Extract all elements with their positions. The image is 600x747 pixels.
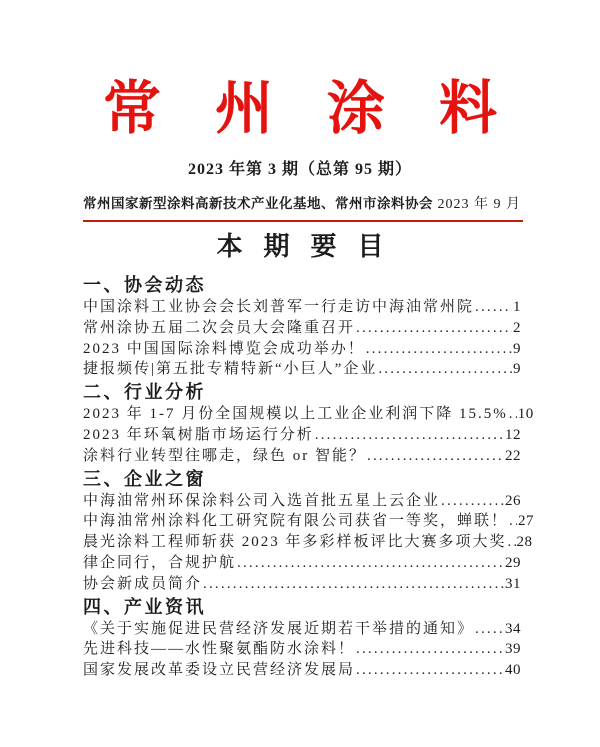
toc-entry-title: 律企同行，合规护航 [83,554,237,571]
toc-entry [83,532,533,553]
dot-leader [203,574,504,595]
toc-entry [83,619,521,640]
table-of-contents [83,273,535,681]
toc-entry-title: 中海油常州环保涂料公司入选首批五星上云企业 [83,492,441,509]
toc-entry [83,446,521,467]
toc-entry-title: 晨光涂料工程师斩获 2023 年多彩样板评比大赛多项大奖 [83,534,507,551]
toc-entry-title: 涂料行业转型往哪走，绿色 or 智能？ [83,447,366,464]
toc-entry-title: 中国涂料工业协会会长刘普军一行走访中海油常州院 [83,298,475,315]
toc-entry-page: 31 [505,575,521,592]
section-heading-enterprise-window: 三、企业之窗 [83,468,206,489]
toc-entry [83,339,521,360]
toc-entry-title: 常州涂协五届二次会员大会隆重召开 [83,319,356,336]
toc-entry-page: 34 [505,620,521,637]
section-heading-association-news: 一、协会动态 [83,274,206,295]
section-heading-industry-information: 四、产业资讯 [83,596,206,617]
issue-number-line: 2023 年第 3 期（总第 95 期） [187,160,412,178]
dot-leader [475,297,512,318]
dot-leader [366,339,512,360]
toc-entry-page: 29 [505,554,521,571]
dot-leader [356,660,504,681]
toc-entry-title: 中海油常州涂料化工研究院有限公司获省一等奖，蝉联！ [83,513,509,530]
divider-rule [83,220,523,223]
toc-entry [83,491,521,512]
toc-entry-page: 9 [513,361,521,378]
toc-entry [83,574,521,595]
toc-entry-page: 10 [517,406,534,423]
toc-entry-page: 2 [513,319,521,336]
toc-entry-title: 2023 年 1-7 月份全国规模以上工业企业利润下降 15.5% [83,406,508,423]
toc-entry-title: 《关于实施促进民营经济发展近期若干举措的通知》 [83,620,475,637]
dot-leader [356,318,512,339]
dot-leader [509,404,517,425]
dot-leader [237,553,504,574]
toc-entry [83,660,521,681]
toc-entry [83,359,521,380]
toc-entry-page: 27 [518,513,535,530]
toc-entry-title: 国家发展改革委设立民营经济发展局 [83,662,356,679]
toc-entry-page: 28 [516,534,533,551]
dot-leader [508,532,516,553]
publication-date: 2023 年 9 月 [437,196,521,212]
toc-entry-title: 2023 年环氧树脂市场运行分析 [83,426,314,443]
toc-entry-page: 9 [513,340,521,357]
dot-leader [441,491,504,512]
toc-entry-title: 先进科技——水性聚氨酯防水涂料！ [83,641,356,658]
toc-entry-title: 2023 中国国际涂料博览会成功举办！ [83,340,365,357]
toc-entry [83,404,534,425]
toc-entry [83,297,521,318]
toc-entry-page: 39 [505,641,521,658]
contents-heading: 本期要目 [216,231,405,262]
toc-entry-page: 40 [505,662,521,679]
toc-entry-page: 22 [505,447,521,464]
toc-entry [83,425,521,446]
section-heading-industry-analysis: 二、行业分析 [83,382,206,403]
dot-leader [367,446,504,467]
toc-entry [83,639,521,660]
dot-leader [509,511,517,532]
toc-entry [83,318,521,339]
toc-entry-title: 协会新成员简介 [83,575,203,592]
toc-entry-page: 1 [513,298,521,315]
toc-entry [83,553,521,574]
toc-entry-page: 26 [505,492,521,509]
journal-title: 常州涂料 [102,76,551,141]
publisher-name: 常州国家新型涂料高新技术产业化基地、常州市涂料协会 [83,195,433,211]
dot-leader [475,619,504,640]
toc-entry-page: 12 [505,426,521,443]
toc-entry [83,511,535,532]
dot-leader [315,425,504,446]
publisher-row [83,192,521,213]
dot-leader [356,639,504,660]
dot-leader [378,359,512,380]
toc-entry-title: 捷报频传|第五批专精特新“小巨人”企业 [83,361,378,378]
